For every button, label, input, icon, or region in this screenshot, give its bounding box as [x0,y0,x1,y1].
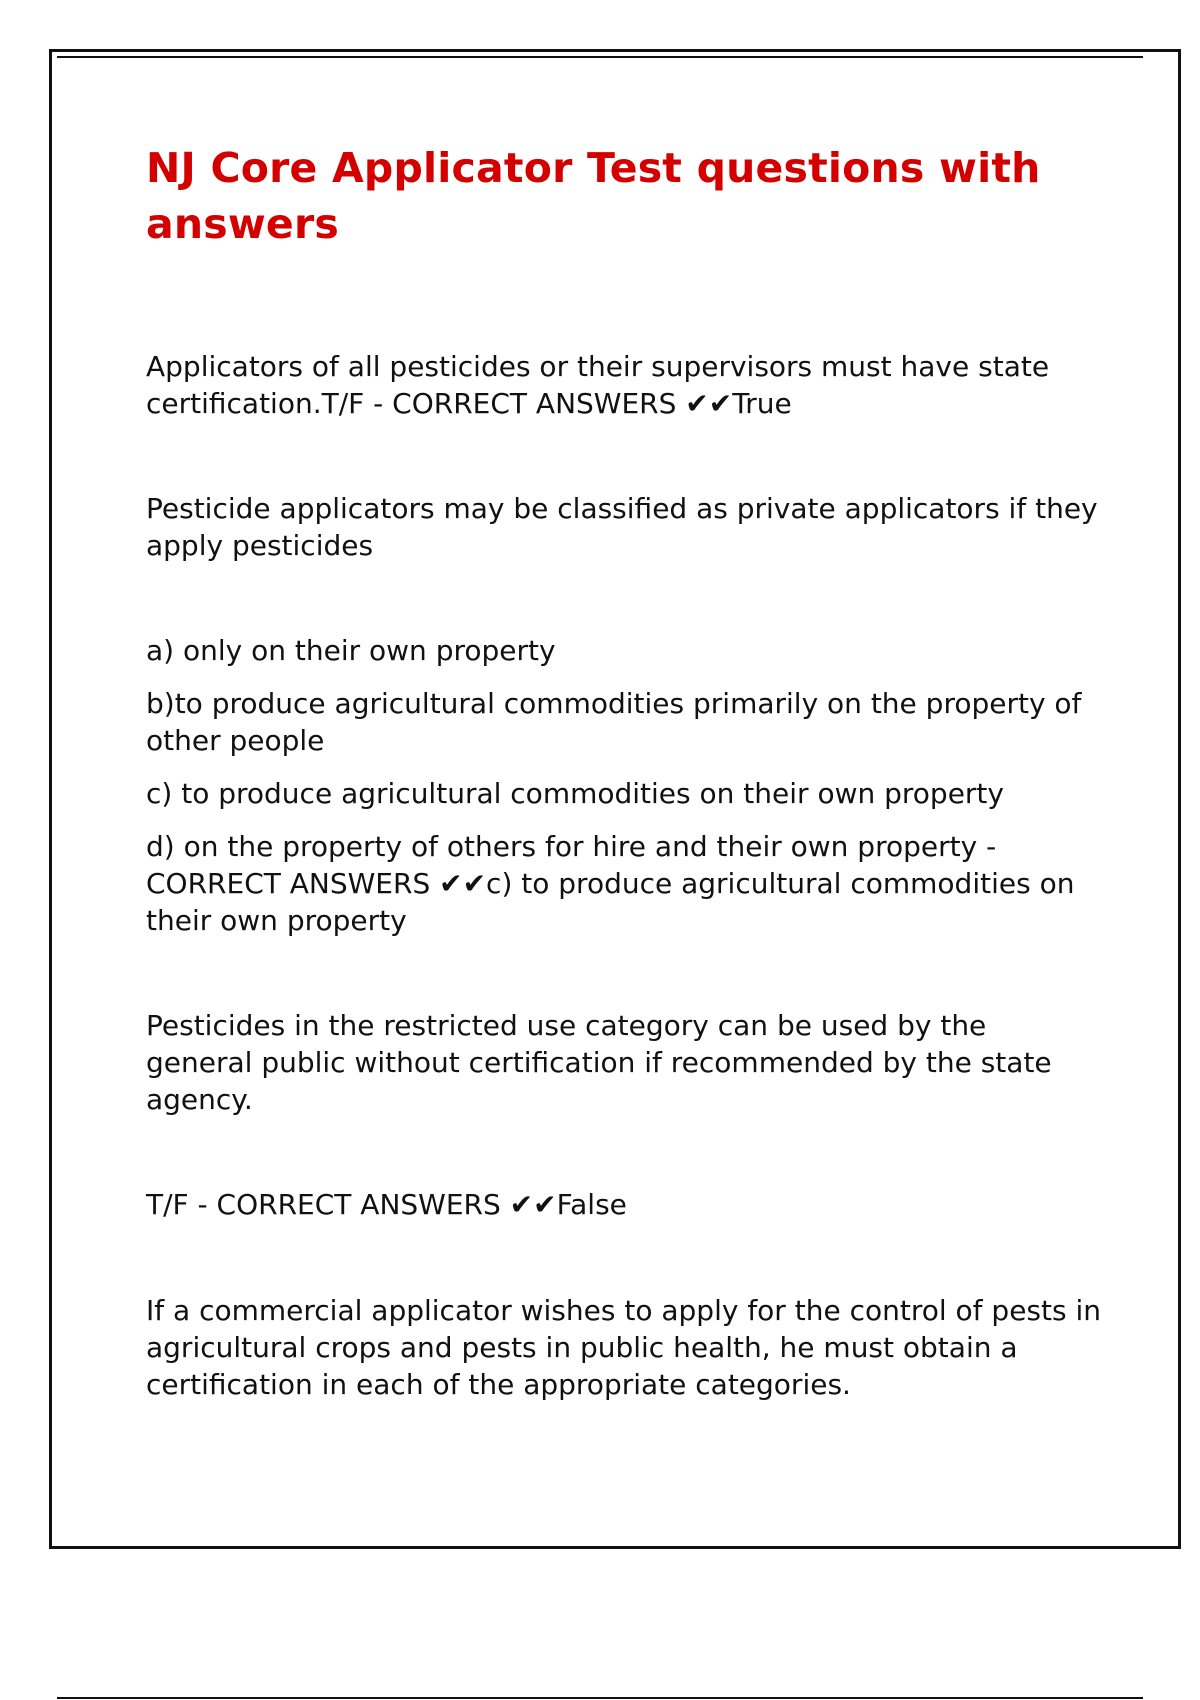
document-title: NJ Core Applicator Test questions with answers [146,144,1041,248]
top-rule [57,56,1143,58]
question-2-option-b: b)to produce agricultural commodities primarily on the property of other people [146,687,1082,757]
question-1: Applicators of all pesticides or their supervisors must have state certification.T/F - CORRECT ANSWERS ✔✔True [146,350,1050,420]
bottom-rule [57,1697,1143,1699]
question-4-stem: If a commercial applicator wishes to apply for the control of pests in agricultural crops and pests in public health, he must obtain a certification in each of the appropriate categories. [146,1294,1101,1401]
question-3-stem: Pesticides in the restricted use category can be used by the general public without certification if recommended by the state agency. [146,1009,1052,1116]
question-2-option-d-answer: d) on the property of others for hire and their own property - CORRECT ANSWERS ✔✔c) to produce agricultural commodities on their own property [146,830,1075,937]
question-2-stem: Pesticide applicators may be classified as private applicators if they apply pesticides [146,492,1098,562]
question-2-option-a: a) only on their own property [146,634,556,667]
document-body [146,140,1101,1403]
question-2-option-c: c) to produce agricultural commodities on their own property [146,777,1004,810]
question-3-answer: T/F - CORRECT ANSWERS ✔✔False [146,1188,627,1221]
